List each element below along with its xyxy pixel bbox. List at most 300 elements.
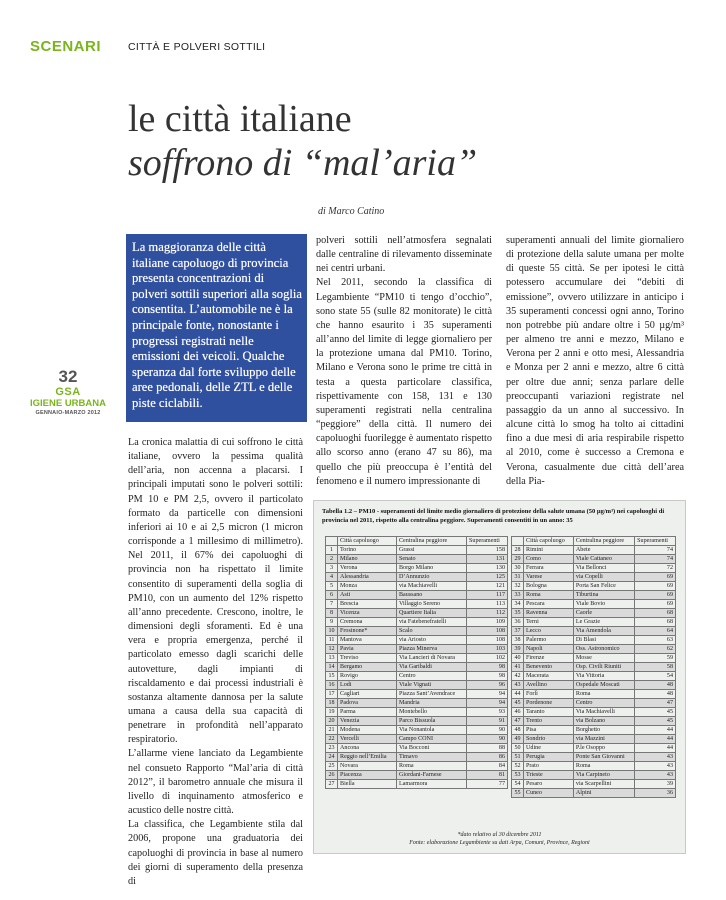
pm10-table-left (325, 536, 508, 789)
rank-cell: 27 (326, 780, 338, 789)
station-cell: Borgo Milano (396, 564, 466, 573)
table-row (326, 555, 508, 564)
topic-label: CITTÀ E POLVERI SOTTILI (128, 41, 266, 53)
rank-cell: 28 (512, 546, 524, 555)
city-cell: Frosinone* (338, 627, 397, 636)
exceedances-cell: 77 (467, 780, 508, 789)
station-cell: Centro (396, 672, 466, 681)
station-cell: Alpini (573, 789, 634, 798)
rank-cell: 29 (512, 555, 524, 564)
station-cell: via Machiavelli (396, 582, 466, 591)
station-cell: Scalo (396, 627, 466, 636)
exceedances-cell: 36 (635, 789, 676, 798)
exceedances-cell: 74 (635, 555, 676, 564)
magazine-logo: GSA (55, 386, 81, 398)
table-row (326, 672, 508, 681)
city-cell: Cagliari (338, 690, 397, 699)
city-cell: Pavia (338, 645, 397, 654)
table-row (326, 717, 508, 726)
station-cell: Via Nonantola (396, 726, 466, 735)
table-row (326, 627, 508, 636)
table-row (512, 771, 676, 780)
rank-cell: 1 (326, 546, 338, 555)
exceedances-cell: 113 (467, 600, 508, 609)
exceedances-cell: 94 (467, 690, 508, 699)
station-cell: Giordani-Farnese (396, 771, 466, 780)
table-footnote: *dato relativo al 30 dicembre 2011 (457, 832, 542, 838)
city-cell: Lodi (338, 681, 397, 690)
city-cell: Udine (524, 744, 574, 753)
exceedances-cell: 90 (467, 726, 508, 735)
city-cell: Lecco (524, 627, 574, 636)
city-cell: Pescara (524, 600, 574, 609)
table-row (326, 582, 508, 591)
station-cell: Le Grazie (573, 618, 634, 627)
station-cell: Piazza Sant’Avendrace (396, 690, 466, 699)
exceedances-cell: 131 (467, 555, 508, 564)
rank-cell: 10 (326, 627, 338, 636)
table-row (326, 654, 508, 663)
table-row (512, 654, 676, 663)
exceedances-cell: 125 (467, 573, 508, 582)
city-cell: Torino (338, 546, 397, 555)
rank-cell: 55 (512, 789, 524, 798)
exceedances-cell: 44 (635, 726, 676, 735)
exceedances-cell: 109 (467, 618, 508, 627)
exceedances-cell: 81 (467, 771, 508, 780)
exceedances-cell: 98 (467, 672, 508, 681)
city-cell: Firenze (524, 654, 574, 663)
city-cell: Taranto (524, 708, 574, 717)
rank-cell: 39 (512, 645, 524, 654)
table-row (326, 600, 508, 609)
rank-cell: 46 (512, 708, 524, 717)
city-cell: Pesaro (524, 780, 574, 789)
table-row (512, 672, 676, 681)
rank-cell: 18 (326, 699, 338, 708)
table-row (512, 717, 676, 726)
exceedances-cell: 90 (467, 735, 508, 744)
rank-cell: 45 (512, 699, 524, 708)
station-cell: Via Machiavelli (573, 708, 634, 717)
table-row (512, 591, 676, 600)
exceedances-cell: 102 (467, 654, 508, 663)
rank-cell: 5 (326, 582, 338, 591)
city-cell: Venezia (338, 717, 397, 726)
table-row (326, 663, 508, 672)
abstract-text: La maggioranza delle città italiane capoluogo di provincia presenta concentrazioni di polveri sottili superiori alla soglia consentita. L’automobile ne è la principale fonte, nonostante i progressi registrati nelle emissioni dei veicoli. Qualche speranza dal forte sviluppo delle aree pedonali, delle ZTL e delle piste ciclabili. (132, 240, 302, 410)
city-cell: Monza (338, 582, 397, 591)
city-cell: Bologna (524, 582, 574, 591)
table-header-city: Città capoluogo (338, 537, 397, 546)
rank-cell: 48 (512, 726, 524, 735)
rank-cell: 8 (326, 609, 338, 618)
station-cell: Baussano (396, 591, 466, 600)
city-cell: Piacenza (338, 771, 397, 780)
station-cell: Viale Bovio (573, 600, 634, 609)
station-cell: Porta San Felice (573, 582, 634, 591)
station-cell: Oss. Astronomico (573, 645, 634, 654)
table-row (326, 708, 508, 717)
table-row (326, 564, 508, 573)
city-cell: Rimini (524, 546, 574, 555)
city-cell: Alessandria (338, 573, 397, 582)
rank-cell: 49 (512, 735, 524, 744)
exceedances-cell: 69 (635, 591, 676, 600)
exceedances-cell: 93 (467, 708, 508, 717)
station-cell: Roma (573, 690, 634, 699)
city-cell: Forlì (524, 690, 574, 699)
station-cell: via Copelli (573, 573, 634, 582)
city-cell: Pisa (524, 726, 574, 735)
station-cell: Campo CONI (396, 735, 466, 744)
exceedances-cell: 130 (467, 564, 508, 573)
city-cell: Reggio nell’Emilia (338, 753, 397, 762)
station-cell: Via Bellonci (573, 564, 634, 573)
exceedances-cell: 43 (635, 762, 676, 771)
city-cell: Avellino (524, 681, 574, 690)
station-cell: Ospedale Moscati (573, 681, 634, 690)
station-cell: via Fatebenefratelli (396, 618, 466, 627)
exceedances-cell: 112 (467, 609, 508, 618)
table-row (512, 726, 676, 735)
exceedances-cell: 158 (467, 546, 508, 555)
city-cell: Benevento (524, 663, 574, 672)
city-cell: Parma (338, 708, 397, 717)
city-cell: Ravenna (524, 609, 574, 618)
rank-cell: 9 (326, 618, 338, 627)
city-cell: Milano (338, 555, 397, 564)
table-header-rank (326, 537, 338, 546)
city-cell: Trieste (524, 771, 574, 780)
station-cell: via Scarpellini (573, 780, 634, 789)
exceedances-cell: 62 (635, 645, 676, 654)
table-header-city: Città capoluogo (524, 537, 574, 546)
rank-cell: 50 (512, 744, 524, 753)
table-row (512, 753, 676, 762)
table-row (326, 636, 508, 645)
station-cell: Osp. Civili Riuniti (573, 663, 634, 672)
exceedances-cell: 84 (467, 762, 508, 771)
rank-cell: 16 (326, 681, 338, 690)
station-cell: Via Bocconi (396, 744, 466, 753)
station-cell: Tiburtina (573, 591, 634, 600)
table-row (326, 744, 508, 753)
table-row (512, 789, 676, 798)
exceedances-cell: 63 (635, 636, 676, 645)
city-cell: Vicenza (338, 609, 397, 618)
exceedances-cell: 48 (635, 690, 676, 699)
rank-cell: 15 (326, 672, 338, 681)
table-title: Tabella 1.2 – PM10 - superamenti del limite medio giornaliero di protezione della salute umana (50 µg/m³) nei capoluoghi di provincia nel 2011, rispetto alla centralina peggiore. Superamenti consentiti in un anno: 35 (322, 508, 665, 524)
rank-cell: 20 (326, 717, 338, 726)
exceedances-cell: 94 (467, 699, 508, 708)
exceedances-cell: 59 (635, 654, 676, 663)
city-cell: Terni (524, 618, 574, 627)
rank-cell: 41 (512, 663, 524, 672)
station-cell: Borghetto (573, 726, 634, 735)
station-cell: Centro (573, 699, 634, 708)
rank-cell: 25 (326, 762, 338, 771)
exceedances-cell: 44 (635, 744, 676, 753)
rank-cell: 38 (512, 636, 524, 645)
station-cell: Roma (573, 762, 634, 771)
city-cell: Asti (338, 591, 397, 600)
page-number: 32 (58, 367, 78, 386)
table-notes (314, 832, 685, 847)
city-cell: Biella (338, 780, 397, 789)
station-cell: P.le Osoppo (573, 744, 634, 753)
city-cell: Modena (338, 726, 397, 735)
table-row (512, 618, 676, 627)
table-row (512, 681, 676, 690)
table-row (512, 546, 676, 555)
rank-cell: 54 (512, 780, 524, 789)
table-row (326, 690, 508, 699)
body-paragraph: La classifica, che Legambiente stila dal 2006, propone una graduatoria dei capoluoghi di provincia in base al numero dei giorni di superamento della presenza di (128, 819, 303, 887)
table-row (326, 645, 508, 654)
table-row (326, 699, 508, 708)
city-cell: Rovigo (338, 672, 397, 681)
rank-cell: 32 (512, 582, 524, 591)
page-sidebar (28, 368, 108, 417)
station-cell: Di Blasi (573, 636, 634, 645)
rank-cell: 53 (512, 771, 524, 780)
table-row (326, 609, 508, 618)
rank-cell: 11 (326, 636, 338, 645)
exceedances-cell: 108 (467, 636, 508, 645)
station-cell: Roma (396, 762, 466, 771)
article-title-line1: le città italiane (128, 98, 352, 140)
station-cell: Senato (396, 555, 466, 564)
rank-cell: 31 (512, 573, 524, 582)
body-paragraph: L’allarme viene lanciato da Legambiente nel consueto Rapporto “Mal’aria di città 2012”, il barometro annuale che misura il livello di inquinamento atmosferico e acustico delle nostre città. (128, 748, 303, 817)
city-cell: Padova (338, 699, 397, 708)
city-cell: Prato (524, 762, 574, 771)
exceedances-cell: 43 (635, 771, 676, 780)
rank-cell: 6 (326, 591, 338, 600)
station-cell: via Ariosto (396, 636, 466, 645)
rank-cell: 35 (512, 609, 524, 618)
exceedances-cell: 68 (635, 609, 676, 618)
table-row (326, 573, 508, 582)
city-cell: Como (524, 555, 574, 564)
exceedances-cell: 108 (467, 627, 508, 636)
body-column-2 (316, 234, 492, 489)
exceedances-cell: 103 (467, 645, 508, 654)
exceedances-cell: 117 (467, 591, 508, 600)
pm10-table-figure (313, 500, 686, 854)
rank-cell: 12 (326, 645, 338, 654)
rank-cell: 36 (512, 618, 524, 627)
station-cell: Timavo (396, 753, 466, 762)
table-header-station: Centralina peggiore (396, 537, 466, 546)
rank-cell: 33 (512, 591, 524, 600)
issue-date: GENNAIO-MARZO 2012 (35, 410, 101, 416)
station-cell: Via Amendola (573, 627, 634, 636)
city-cell: Verona (338, 564, 397, 573)
station-cell: Parco Bissuola (396, 717, 466, 726)
exceedances-cell: 69 (635, 573, 676, 582)
table-header-rank (512, 537, 524, 546)
table-row (512, 699, 676, 708)
city-cell: Ancona (338, 744, 397, 753)
station-cell: Quartiere Italia (396, 609, 466, 618)
exceedances-cell: 96 (467, 681, 508, 690)
rank-cell: 30 (512, 564, 524, 573)
table-row (326, 762, 508, 771)
rank-cell: 40 (512, 654, 524, 663)
rank-cell: 7 (326, 600, 338, 609)
rank-cell: 4 (326, 573, 338, 582)
article-title-line2: soffrono di “mal’aria” (128, 142, 478, 184)
table-row (512, 708, 676, 717)
station-cell: Abete (573, 546, 634, 555)
exceedances-cell: 86 (467, 753, 508, 762)
city-cell: Cremona (338, 618, 397, 627)
table-row (512, 555, 676, 564)
table-header-exceedances: Superamenti (635, 537, 676, 546)
table-row (512, 744, 676, 753)
table-row (512, 582, 676, 591)
abstract-box (126, 234, 307, 422)
city-cell: Palermo (524, 636, 574, 645)
table-row (512, 600, 676, 609)
station-cell: via Bolzano (573, 717, 634, 726)
station-cell: Ponte San Giovanni (573, 753, 634, 762)
station-cell: Via Lancieri di Novara (396, 654, 466, 663)
table-header-station: Centralina peggiore (573, 537, 634, 546)
rank-cell: 43 (512, 681, 524, 690)
rank-cell: 34 (512, 600, 524, 609)
station-cell: Villaggio Sereno (396, 600, 466, 609)
table-row (512, 645, 676, 654)
byline: di Marco Catino (318, 206, 385, 217)
exceedances-cell: 69 (635, 582, 676, 591)
table-row (512, 780, 676, 789)
exceedances-cell: 44 (635, 735, 676, 744)
body-column-3 (506, 234, 684, 489)
station-cell: Viale Vignati (396, 681, 466, 690)
exceedances-cell: 68 (635, 618, 676, 627)
table-row (512, 636, 676, 645)
table-source: Fonte: elaborazione Legambiente su dati Arpa, Comuni, Province, Regioni (409, 839, 590, 846)
rank-cell: 24 (326, 753, 338, 762)
exceedances-cell: 39 (635, 780, 676, 789)
city-cell: Ferrara (524, 564, 574, 573)
station-cell: Grassi (396, 546, 466, 555)
table-row (512, 690, 676, 699)
exceedances-cell: 64 (635, 627, 676, 636)
table-header-exceedances: Superamenti (467, 537, 508, 546)
station-cell: Viale Cattaneo (573, 555, 634, 564)
table-row (326, 591, 508, 600)
city-cell: Cuneo (524, 789, 574, 798)
station-cell: Lamarmora (396, 780, 466, 789)
body-column-1 (128, 436, 303, 889)
city-cell: Mantova (338, 636, 397, 645)
table-row (326, 546, 508, 555)
exceedances-cell: 91 (467, 717, 508, 726)
table-row (326, 771, 508, 780)
table-row (326, 780, 508, 789)
city-cell: Sondrio (524, 735, 574, 744)
exceedances-cell: 45 (635, 717, 676, 726)
city-cell: Pordenone (524, 699, 574, 708)
station-cell: Via Garibaldi (396, 663, 466, 672)
table-row (326, 735, 508, 744)
exceedances-cell: 74 (635, 546, 676, 555)
body-paragraph: polveri sottili nell’atmosfera segnalati dalle centraline di rilevamento disseminate nei centri urbani. (316, 235, 492, 275)
city-cell: Brescia (338, 600, 397, 609)
rank-cell: 47 (512, 717, 524, 726)
exceedances-cell: 54 (635, 672, 676, 681)
table-row (512, 609, 676, 618)
city-cell: Novara (338, 762, 397, 771)
exceedances-cell: 121 (467, 582, 508, 591)
table-row (326, 681, 508, 690)
rank-cell: 51 (512, 753, 524, 762)
body-paragraph: superamenti annuali del limite giornaliero di protezione della salute umana per molte di queste 55 città. Se per ipotesi le città potessero accumulare dei “debiti di emissione”, ovvero utilizzare in anticipo i 35 superamenti concessi ogni anno, Torino non potrebbe più andare oltre i 50 µg/m³ per almeno tre anni e mezzo, Milano e Verona per 2 anni e otto mesi, Alessandria e Monza per 2 anni e mezzo, altre 6 città per oltre due anni; senza parlare delle preoccupanti variazioni registrate nel passaggio da un anno al successivo. In alcune città lo smog ha tolto ai cittadini fino a due mesi di aria respirabile rispetto al 2010, come è successo a Cremona e Verona, casualmente due città dell’area della Pia- (506, 235, 684, 487)
body-paragraph: Nel 2011, secondo la classifica di Legambiente “PM10 ti tengo d’occhio”, sono state 55 (sulle 82 monitorate) le città che hanno esaurito i 35 superamenti all’anno del limite di legge giornaliero per la protezione umana dal PM10. Torino, Milano e Verona sono le prime tre città in testa a questa particolare classifica, rispettivamente con 158, 131 e 130 superamenti registrati nella centralina “peggiore” della città. Il numero dei capoluoghi fuorilegge è aumentato rispetto allo scorso anno (erano 47 su 86), ma quello che più preoccupa è l’entità del fenomeno e il numero impressionante di (316, 277, 492, 487)
city-cell: Roma (524, 591, 574, 600)
exceedances-cell: 47 (635, 699, 676, 708)
table-row (512, 663, 676, 672)
city-cell: Trento (524, 717, 574, 726)
city-cell: Perugia (524, 753, 574, 762)
rank-cell: 13 (326, 654, 338, 663)
exceedances-cell: 88 (467, 744, 508, 753)
rank-cell: 52 (512, 762, 524, 771)
table-row (512, 762, 676, 771)
table-row (512, 735, 676, 744)
rank-cell: 21 (326, 726, 338, 735)
rank-cell: 26 (326, 771, 338, 780)
table-row (512, 564, 676, 573)
exceedances-cell: 48 (635, 681, 676, 690)
rank-cell: 2 (326, 555, 338, 564)
table-row (326, 618, 508, 627)
station-cell: Caorle (573, 609, 634, 618)
rank-cell: 3 (326, 564, 338, 573)
exceedances-cell: 98 (467, 663, 508, 672)
station-cell: Montebello (396, 708, 466, 717)
section-label: SCENARI (30, 38, 102, 55)
city-cell: Vercelli (338, 735, 397, 744)
rank-cell: 44 (512, 690, 524, 699)
station-cell: Via Vittoria (573, 672, 634, 681)
table-row (326, 753, 508, 762)
table-row (326, 726, 508, 735)
rank-cell: 22 (326, 735, 338, 744)
city-cell: Macerata (524, 672, 574, 681)
rank-cell: 17 (326, 690, 338, 699)
city-cell: Varese (524, 573, 574, 582)
exceedances-cell: 43 (635, 753, 676, 762)
station-cell: Via Carpineto (573, 771, 634, 780)
station-cell: Mandria (396, 699, 466, 708)
exceedances-cell: 72 (635, 564, 676, 573)
station-cell: Piazza Minerva (396, 645, 466, 654)
pm10-table-right (511, 536, 676, 798)
magazine-name: IGIENE URBANA (29, 398, 106, 409)
table-row (512, 627, 676, 636)
rank-cell: 23 (326, 744, 338, 753)
rank-cell: 42 (512, 672, 524, 681)
rank-cell: 19 (326, 708, 338, 717)
city-cell: Treviso (338, 654, 397, 663)
exceedances-cell: 69 (635, 600, 676, 609)
